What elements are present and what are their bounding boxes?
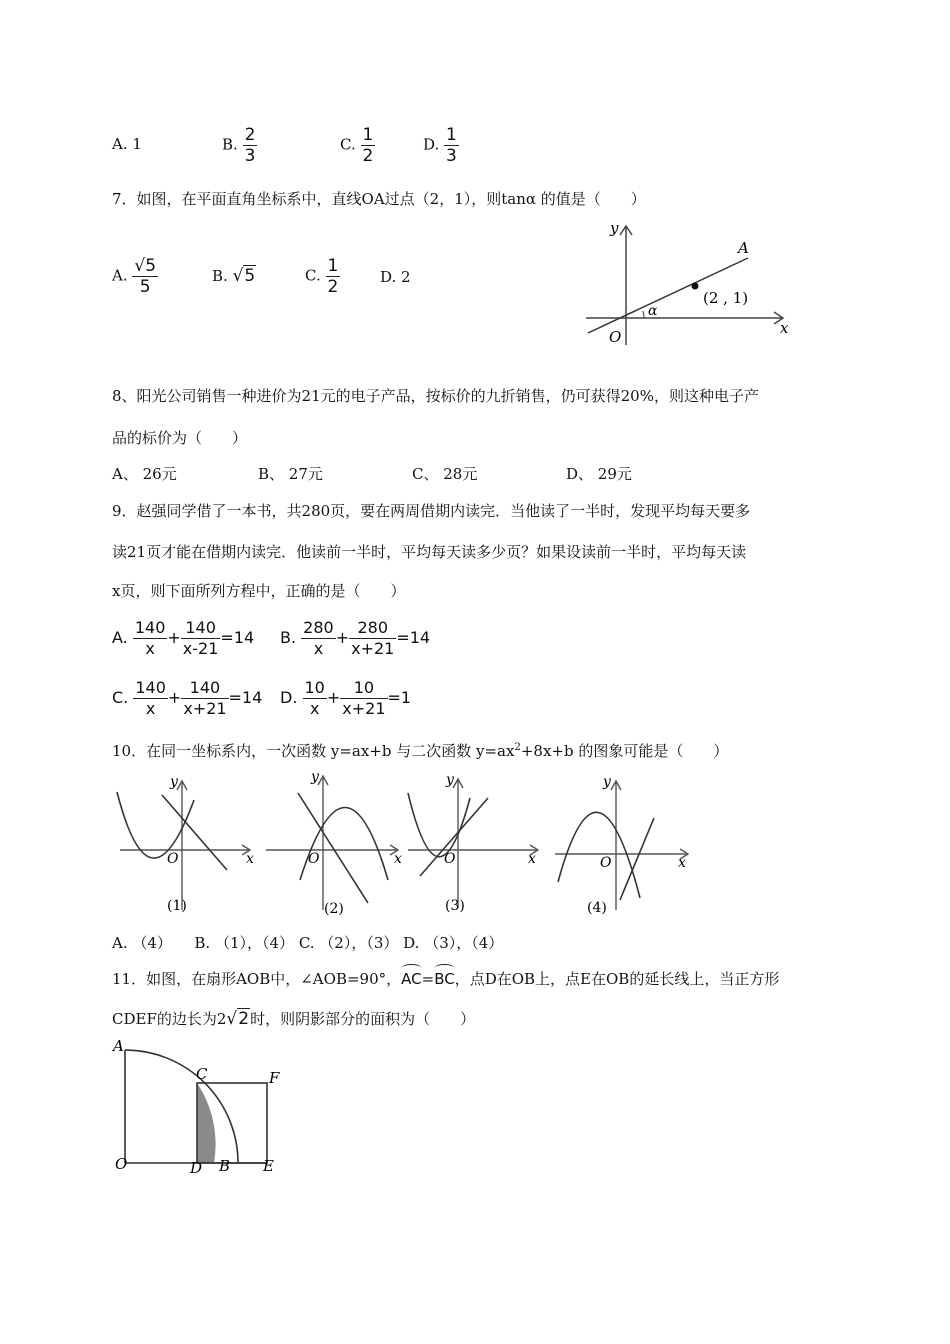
plus-sign: + <box>167 688 182 707</box>
option-label: B. <box>280 628 297 647</box>
x-label: x <box>394 851 402 867</box>
y-label: y <box>603 774 611 790</box>
label-point: (2 , 1) <box>703 289 749 307</box>
q7-option-b <box>212 266 256 286</box>
arc-label: AC <box>401 970 422 988</box>
y-label: y <box>446 772 454 788</box>
q10-graph-1 <box>112 770 262 920</box>
q6-option-c <box>340 125 375 166</box>
fraction-2 <box>181 678 228 719</box>
denominator: 3 <box>446 146 457 166</box>
numerator: 1 <box>446 125 457 145</box>
fraction-1 <box>303 678 327 719</box>
q8-line-2: 品的标价为（ ） <box>112 429 248 447</box>
denominator: x <box>145 639 155 658</box>
fraction-2 <box>340 678 387 719</box>
radicand: 5 <box>244 266 256 286</box>
q6-option-a: A. 1 <box>112 135 142 153</box>
text-pre: 11．如图，在扇形AOB中，∠AOB=90°， <box>112 970 402 988</box>
label-alpha: α <box>648 303 658 319</box>
q7-option-a <box>112 256 158 297</box>
arc-ab <box>125 1050 238 1163</box>
q11-sector-figure <box>110 1035 290 1180</box>
text-pre: 10．在同一坐标系内，一次函数 y=ax+b 与二次函数 y=ax <box>112 742 515 760</box>
right-hand-side: =14 <box>228 688 263 707</box>
numerator: 140 <box>135 678 166 697</box>
option-label: C. <box>112 688 129 707</box>
q6-option-d-label: D. <box>423 135 440 154</box>
numerator: 280 <box>303 618 334 637</box>
graph-number: (4) <box>587 900 607 916</box>
y-label: y <box>311 769 319 785</box>
q7-option-c-label: C. <box>305 266 321 285</box>
q8-option-a: A、 26元 <box>112 465 177 483</box>
q6-option-d-fraction <box>444 125 459 166</box>
q9-option-b <box>280 618 430 659</box>
denominator: 2 <box>362 146 374 166</box>
arc-mark <box>434 964 455 973</box>
q7-option-c-fraction <box>326 256 341 297</box>
superscript: 2 <box>514 742 521 753</box>
x-label: x <box>678 855 686 871</box>
fraction-1 <box>301 618 336 659</box>
q7-option-a-fraction <box>132 256 158 297</box>
denominator: x+21 <box>351 639 395 658</box>
right-hand-side: =1 <box>387 688 412 707</box>
denominator: x-21 <box>182 639 219 658</box>
text-post: +8x+b 的图象可能是（ ） <box>520 742 729 760</box>
q9-option-a <box>112 618 254 659</box>
origin-label: O <box>167 851 179 867</box>
fraction-2 <box>349 618 396 659</box>
label-e: E <box>263 1157 274 1175</box>
label-f: F <box>269 1069 280 1087</box>
fraction-2 <box>181 618 221 659</box>
q8-option-d: D、 29元 <box>566 465 632 483</box>
denominator: 5 <box>139 277 151 297</box>
q6-option-d <box>423 125 459 166</box>
denominator: 3 <box>244 146 256 166</box>
x-label: x <box>528 851 536 867</box>
plus-sign: + <box>335 628 350 647</box>
text-pre: CDEF的边长为2 <box>112 1010 227 1028</box>
denominator: 2 <box>327 277 339 297</box>
origin-label: O <box>444 851 456 867</box>
option-label: D. <box>280 688 298 707</box>
q9-line-1: 9．赵强同学借了一本书，共280页，要在两周借期内读完．当他读了一半时，发现平均每天要多 <box>112 502 751 520</box>
numerator: 1 <box>362 125 374 145</box>
numerator: 1 <box>327 256 339 276</box>
label-a: A <box>738 239 749 257</box>
q7-question-text: 7．如图，在平面直角坐标系中，直线OA过点（2，1），则tanα 的值是（ ） <box>112 190 646 208</box>
q7-option-d: D. 2 <box>380 268 411 286</box>
option-label: A. <box>112 628 128 647</box>
arc-label: BC <box>434 970 455 988</box>
numerator: √5 <box>134 256 157 276</box>
q10-graph-2 <box>258 765 408 920</box>
plus-sign: + <box>326 688 341 707</box>
q9-option-d <box>280 678 411 719</box>
q9-option-c <box>112 678 262 719</box>
straight-line <box>298 793 368 903</box>
q10-question-text <box>112 740 728 761</box>
arc-bc <box>434 970 455 988</box>
q6-option-b-label: B. <box>222 135 238 154</box>
q6-option-c-fraction <box>361 125 376 166</box>
label-d: D <box>190 1159 203 1177</box>
denominator: x+21 <box>342 699 386 718</box>
q10-options: A. （4） B. （1），（4） C. （2），（3） D. （3），（4） <box>112 934 504 952</box>
q9-line-3: x页，则下面所列方程中，正确的是（ ） <box>112 582 406 600</box>
numerator: 140 <box>181 678 228 699</box>
text-post: 时，则阴影部分的面积为（ ） <box>250 1010 476 1028</box>
q10-graph-3 <box>400 768 550 918</box>
q11-line-2 <box>112 1008 475 1029</box>
denominator: x+21 <box>183 699 227 718</box>
q7-option-c <box>305 256 340 297</box>
graph-number: (2) <box>324 901 344 917</box>
sqrt-expression: √2 <box>226 1009 250 1029</box>
q7-option-a-label: A. <box>112 266 128 285</box>
origin-label: O <box>308 851 320 867</box>
label-a: A <box>113 1037 124 1055</box>
x-label: x <box>246 851 254 867</box>
point-2-1 <box>692 283 699 290</box>
label-o: O <box>609 328 622 346</box>
numerator: 2 <box>244 125 256 145</box>
right-hand-side: =14 <box>220 628 255 647</box>
numerator: 140 <box>134 618 166 637</box>
q7-option-b-sqrt: √5 <box>232 266 256 286</box>
q11-line-1 <box>112 968 779 989</box>
shaded-region <box>197 1083 216 1163</box>
q6-option-b <box>222 125 257 166</box>
plus-sign: + <box>167 628 181 647</box>
q8-option-b: B、 27元 <box>258 465 323 483</box>
q6-option-b-fraction <box>243 125 258 166</box>
label-b: B <box>219 1157 231 1175</box>
fraction-1 <box>133 618 168 659</box>
angle-alpha-arc <box>643 311 644 318</box>
q9-line-2: 读21页才能在借期内读完．他读前一半时，平均每天读多少页？如果设读前一半时，平均每天读 <box>112 543 747 561</box>
radicand: 2 <box>238 1009 250 1029</box>
x-label: x <box>780 319 789 337</box>
arc-mark <box>401 964 421 973</box>
q8-option-c: C、 28元 <box>412 465 478 483</box>
numerator: 280 <box>349 618 396 639</box>
graph-number: (3) <box>445 898 465 914</box>
right-hand-side: =14 <box>396 628 431 647</box>
origin-label: O <box>600 855 612 871</box>
q10-graph-4 <box>550 770 695 920</box>
q7-coordinate-figure <box>578 215 800 350</box>
denominator: x <box>145 699 156 718</box>
numerator: 10 <box>340 678 387 699</box>
denominator: x <box>309 699 320 718</box>
parabola <box>408 793 470 857</box>
numerator: 10 <box>304 678 325 697</box>
q7-option-b-label: B. <box>212 267 228 285</box>
y-label: y <box>610 219 619 237</box>
label-c: C <box>196 1065 208 1083</box>
y-label: y <box>170 774 178 790</box>
q8-line-1: 8、阳光公司销售一种进价为21元的电子产品，按标价的九折销售，仍可获得20%，则这种电子产 <box>112 387 759 405</box>
q6-option-c-label: C. <box>340 135 356 154</box>
numerator: 140 <box>181 618 221 639</box>
arc-ac <box>401 970 421 988</box>
denominator: x <box>313 639 324 658</box>
parabola <box>558 812 640 898</box>
text-post: ，点D在OB上，点E在OB的延长线上，当正方形 <box>454 970 780 988</box>
label-o: O <box>115 1155 128 1173</box>
equals-sign: = <box>421 970 435 988</box>
graph-number: (1) <box>167 898 187 914</box>
fraction-1 <box>133 678 168 719</box>
